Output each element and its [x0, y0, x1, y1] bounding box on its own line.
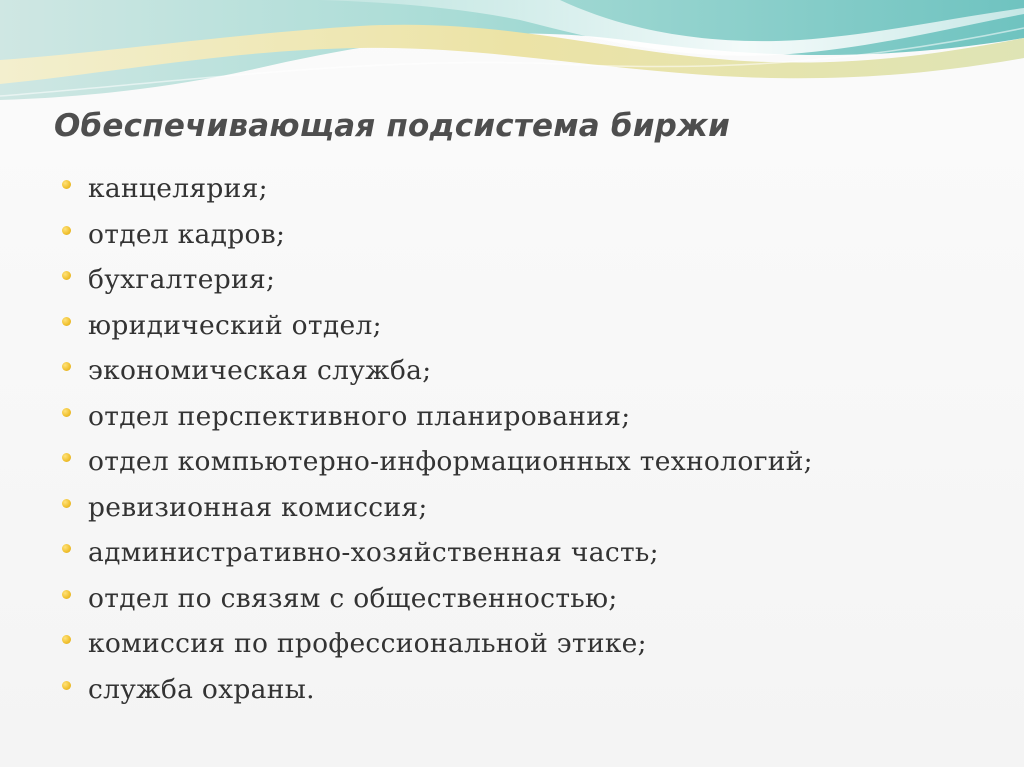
list-item-text: отдел кадров; [88, 218, 286, 250]
list-item-text: ревизионная комиссия; [88, 491, 428, 523]
list-item [62, 394, 813, 440]
list-item [62, 439, 813, 485]
list-item [62, 212, 813, 258]
bullet-dot-icon [62, 408, 71, 417]
list-item-text: отдел компьютерно-информационных технологий; [88, 446, 813, 478]
bullet-dot-icon [62, 226, 71, 235]
bullet-dot-icon [62, 681, 71, 690]
list-item-text: комиссия по профессиональной этике; [88, 628, 647, 660]
list-item-text: отдел перспективного планирования; [88, 400, 631, 432]
bullet-dot-icon [62, 453, 71, 462]
list-item [62, 257, 813, 303]
bullet-dot-icon [62, 317, 71, 326]
bullet-list [62, 166, 813, 712]
list-item [62, 530, 813, 576]
slide-title: Обеспечивающая подсистема биржи [54, 108, 730, 144]
bullet-dot-icon [62, 635, 71, 644]
bullet-dot-icon [62, 590, 71, 599]
list-item-text: экономическая служба; [88, 355, 432, 387]
list-item-text: отдел по связям с общественностью; [88, 582, 618, 614]
list-item [62, 166, 813, 212]
list-item-text: служба охраны. [88, 673, 315, 705]
list-item-text: бухгалтерия; [88, 264, 276, 296]
list-item [62, 303, 813, 349]
list-item [62, 667, 813, 713]
bullet-dot-icon [62, 544, 71, 553]
bullet-dot-icon [62, 180, 71, 189]
list-item-text: канцелярия; [88, 173, 268, 205]
bullet-dot-icon [62, 271, 71, 280]
list-item [62, 485, 813, 531]
list-item [62, 621, 813, 667]
list-item [62, 576, 813, 622]
decorative-wave-header [0, 0, 1024, 120]
bullet-dot-icon [62, 499, 71, 508]
bullet-dot-icon [62, 362, 71, 371]
list-item-text: административно-хозяйственная часть; [88, 537, 659, 569]
list-item [62, 348, 813, 394]
list-item-text: юридический отдел; [88, 309, 382, 341]
